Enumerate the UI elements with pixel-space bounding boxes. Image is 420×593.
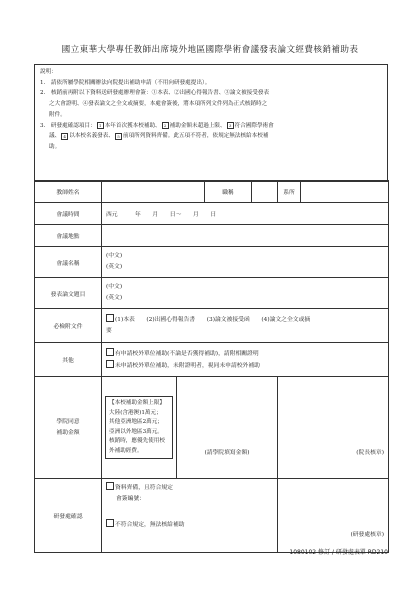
subsidy-limit-cell [102, 377, 177, 479]
other-field [102, 343, 389, 377]
department-field[interactable] [301, 181, 389, 203]
teacher-name-field[interactable] [102, 181, 205, 203]
instruction-3-cont [40, 131, 383, 142]
rd-signature-field[interactable] [278, 479, 389, 553]
dean-signature-field[interactable] [278, 377, 389, 479]
form-title: 國立東華大學專任教師出席境外地區國際學術會議發表論文經費核銷補助表 [61, 45, 359, 55]
check-item-1-text: 本年首次獲本校補助、 [104, 122, 161, 129]
other-option-not-applied [106, 360, 384, 372]
meeting-name-field[interactable] [102, 247, 389, 278]
limit-note-2: 外補助經費。 [109, 447, 143, 454]
check-item-5-text: 前項所列資料齊備。此五項不符者，依規定無法核給本校補 [122, 133, 269, 140]
department-label: 系所 [278, 181, 301, 203]
attachments-options [106, 314, 384, 326]
attachments-text-cont: 要 [106, 328, 112, 334]
rd-option-approved [106, 482, 273, 494]
college-amount-label [35, 377, 102, 479]
application-table [34, 180, 389, 553]
dean-signature-hint: (院長核章) [356, 450, 384, 456]
rd-confirm-label: 研發處確認 [35, 479, 102, 553]
check-item-2-text: 補助金額未超過上限、 [169, 122, 226, 129]
meeting-name-label: 會議名稱 [35, 247, 102, 278]
limit-asia: 其他亞洲地區2萬元； [109, 419, 163, 425]
attachments-text: (1)本表 (2)出國心得報告書 (3)論文被接受函 (4)論文之全文或摘 [115, 317, 311, 323]
paper-title-label: 發表論文題目 [35, 278, 102, 309]
rd-rejected-checkbox[interactable] [106, 519, 114, 527]
subsidy-limit-box [105, 396, 173, 459]
attachments-label: 必檢附文件 [35, 309, 102, 343]
meeting-place-label: 會議地點 [35, 225, 102, 247]
check-item-3: 3 [227, 122, 234, 129]
instruction-1: 1. 請依所屬學院相關辦法向院提出補助申請（不用向研發處提出）。 [40, 79, 211, 86]
paper-title-zh: (中文) [106, 284, 123, 290]
college-amount-label-1: 學院同意 [56, 418, 80, 425]
other-option-applied [106, 348, 384, 360]
limit-outside-asia: 亞洲以外地區3萬元。 [109, 428, 163, 435]
check-item-1: 1 [97, 122, 104, 129]
attachments-checkbox[interactable] [106, 314, 114, 322]
other-applied-checkbox[interactable] [106, 348, 114, 356]
other-applied-text: 有申請校外單位補助(不論是否獲得補助)，請附相關證明 [115, 350, 259, 357]
check-item-4-text: 以本校名義發表、 [69, 133, 114, 140]
limit-heading: 【本校補助金額上限】 [109, 400, 165, 406]
check-item-2: 2 [162, 122, 169, 129]
check-item-5: 5 [115, 133, 122, 140]
college-amount-label-2: 補助金額 [56, 429, 80, 436]
meeting-time-label: 會議時間 [35, 203, 102, 225]
rd-signature-hint: (研發處核章) [350, 532, 384, 538]
rd-confirm-options [102, 479, 278, 553]
meeting-name-zh: (中文) [106, 253, 123, 259]
form-revision-footer: 1080102 修訂 / 研發處表單 RD210 [289, 549, 388, 556]
check-item-3-text-end: 議、 [49, 133, 61, 140]
limit-mainland: 大陸(含港澳)1萬元； [109, 409, 162, 416]
rd-sign-number: 會簽編號： [116, 496, 145, 502]
meeting-name-en: (英文) [106, 264, 123, 270]
other-not-applied-text: 未申請校外單位補助，未附證明者，視同未申請校外補助 [115, 362, 260, 369]
check-item-3-text: 符合國際學術會 [234, 122, 274, 129]
meeting-place-field[interactable] [102, 225, 389, 247]
limit-note-1: 核銷時，應優先使用校 [109, 438, 165, 444]
paper-title-en: (英文) [106, 295, 123, 301]
rd-rejected-text: 不符合規定，無法核給補助 [115, 522, 185, 528]
rd-approved-text: 資料齊備，且符合規定 [115, 485, 173, 491]
instructions-box [34, 64, 388, 182]
college-amount-field[interactable] [177, 377, 278, 479]
paper-title-field[interactable] [102, 278, 389, 309]
attachments-field [102, 309, 389, 343]
other-label: 其他 [35, 343, 102, 377]
instructions-heading: 說明： [40, 69, 57, 75]
meeting-time-field[interactable]: 西元 年 月 日～ 月 日 [102, 203, 389, 225]
instruction-2-end: 附件。 [49, 111, 66, 118]
job-title-label: 職稱 [205, 181, 252, 203]
college-amount-hint: (請學院填寫金額) [204, 450, 250, 456]
rd-approved-checkbox[interactable] [106, 482, 114, 490]
rd-option-rejected [106, 519, 273, 531]
other-not-applied-checkbox[interactable] [106, 360, 114, 368]
job-title-field[interactable] [252, 181, 278, 203]
teacher-name-label: 教師姓名 [35, 181, 102, 203]
instruction-3-lead: 3. 研發處確認項目： [40, 122, 96, 129]
instruction-3 [40, 121, 383, 132]
instruction-2: 2. 核銷前再附以下資料送研發處辦理會簽：①本表、②出國心得報告書、③論文被接受發表 [40, 90, 270, 97]
instruction-3-end: 助。 [49, 143, 61, 150]
instruction-2-cont: 之大會證明、④發表論文之全文或摘要，本處會簽後，將本項所列文件列為正式核銷時之 [49, 101, 268, 108]
check-item-4: 4 [61, 133, 68, 140]
